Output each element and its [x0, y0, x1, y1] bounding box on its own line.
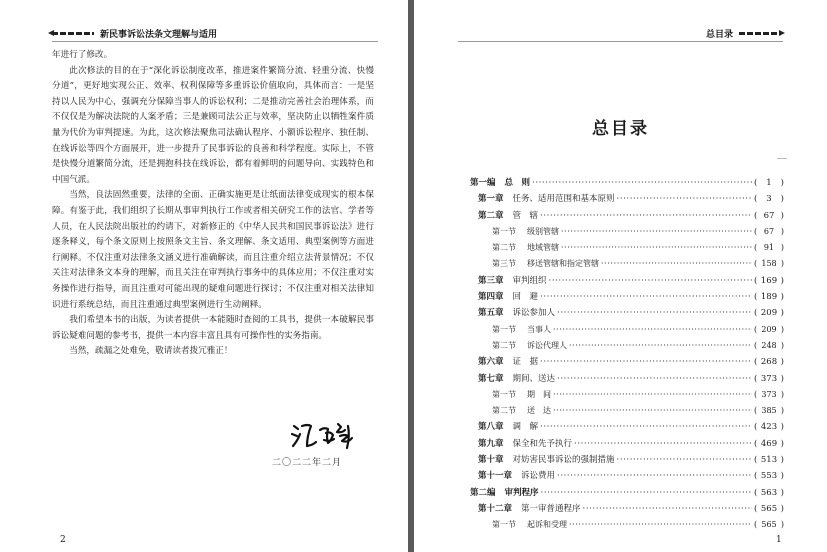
toc-chapter-entry	[470, 354, 784, 370]
toc-section-entry	[470, 322, 784, 338]
toc-page-number: 565	[761, 520, 777, 530]
toc-entry-title: 管 辖	[512, 210, 539, 221]
toc-page-number: 169	[760, 275, 778, 286]
paren-close: )	[780, 487, 784, 498]
paren-close: )	[780, 194, 784, 205]
toc-chapter-entry	[470, 191, 784, 207]
toc-entry-title: 回 避	[512, 292, 539, 303]
right-page	[414, 0, 827, 552]
preface-paragraph: 当然，良法固然重要，法律的全面、正确实施更是让纸面法律变成现实的根本保障。有鉴于此，我们组织了长期从事审判执行工作或者相关研究工作的法官、学者等人员，在人民法院出版社的约请下，对新修正的《中华人民共和国民事诉讼法》进行逐条释义，每个条文原则上按照条文主旨、条文理解、条文适用、典型案例等方面进行阐释。不仅注重对法律条文涵义进行准确解读，而且注重介绍立法背景情况；不仅关注对法律条文本身的理解，而且关注在审判执行事务中的具体应用；不仅注重对实务操作进行指导，而且注重对可能出现的疑难问题进行探讨；不仅注重对相关法律知识进行系统总结，而且注重通过典型案例进行生动阐释。	[52, 190, 374, 310]
toc-entry-label: 第四章	[478, 292, 504, 303]
toc-entry-page	[754, 354, 784, 370]
toc-dot-leader	[601, 256, 752, 272]
paren-open: (	[754, 308, 758, 319]
toc-dot-leader	[553, 403, 752, 419]
toc-dot-leader	[557, 371, 752, 387]
toc-chapter-entry	[470, 436, 784, 452]
toc-dot-leader	[561, 224, 752, 240]
toc-chapter-entry	[470, 371, 784, 387]
paren-open: (	[754, 455, 758, 466]
toc-entry-label: 第七章	[478, 373, 504, 384]
toc-entry-label: 第二章	[478, 210, 504, 221]
toc-entry-label: 第一节	[492, 324, 516, 334]
toc-entry-title: 保全和先予执行	[512, 438, 573, 449]
toc-entry-page	[754, 289, 784, 305]
toc-entry-page	[754, 371, 784, 387]
toc-page-number: 513	[760, 455, 778, 466]
right-page-number: 1	[776, 535, 782, 545]
toc-dot-leader	[557, 468, 752, 484]
header-arrow-right-icon	[739, 30, 781, 37]
toc-page-number: 469	[760, 438, 778, 449]
toc-entry-page	[754, 322, 784, 338]
toc-chapter-entry	[470, 273, 784, 289]
toc-entry-title: 审判组织	[512, 275, 547, 286]
paren-open: (	[754, 259, 758, 269]
paren-close: )	[780, 520, 784, 530]
preface-paragraph: 我们希望本书的出版，为读者提供一本能随时查阅的工具书，提供一本破解民事诉讼疑难问题的参考书，提供一本内容丰富且具有可操作性的实务指南。	[52, 315, 374, 341]
toc-dot-leader	[532, 175, 752, 191]
toc-part-entry	[470, 175, 784, 191]
toc-entry-title: 诉讼参加人	[512, 308, 556, 319]
paren-open: (	[754, 194, 758, 205]
toc-entry-page	[754, 501, 784, 517]
paren-open: (	[754, 357, 758, 368]
toc-page-number: 3	[766, 194, 772, 205]
toc-page-number: 189	[760, 292, 778, 303]
left-header-title: 新民事诉讼法条文理解与适用	[100, 29, 218, 40]
toc-dot-leader	[553, 387, 752, 403]
paren-close: )	[780, 340, 784, 350]
toc-entry-title: 任务、适用范围和基本原则	[512, 194, 615, 205]
left-page	[0, 0, 408, 552]
toc-entry-label: 第一节	[492, 226, 516, 236]
toc-entry-title: 诉讼代理人	[527, 340, 567, 350]
toc-section-entry	[470, 517, 784, 533]
toc-entry-page	[754, 485, 784, 501]
toc-page-number: 209	[761, 324, 777, 334]
toc-page-number: 385	[761, 406, 777, 416]
paren-close: )	[780, 243, 784, 253]
paren-close: )	[780, 389, 784, 399]
preface-paragraph: 年进行了修改。	[52, 50, 113, 60]
toc-page-number: 268	[760, 357, 778, 368]
toc-entry-title: 调 解	[512, 422, 539, 433]
toc-section-entry	[470, 256, 784, 272]
toc-dot-leader	[540, 289, 752, 305]
toc-dot-leader	[540, 419, 752, 435]
paren-open: (	[754, 406, 758, 416]
paren-open: (	[754, 373, 758, 384]
preface-paragraph: 此次修法的目的在于“深化诉讼制度改革，推进案件繁简分流、轻重分流、快慢分道”，更好地实现公正、效率、权利保障等多重诉讼价值取向，具体而言：一是坚持以人民为中心，强调充分保障当事人的诉讼权利；二是推动完善社会治理体系，而不仅仅是为解决法院的人案矛盾；三是兼顾司法公正与效率，坚决防止以牺牲案件质量为代价为审判提速。为此，这次修法聚焦司法确认程序、小额诉讼程序、独任制、在线诉讼等四个方面展开，进一步提升了民事诉讼的良善和科学程度。实际上，不管是快慢分道繁简分流，还是拥抱科技在线诉讼，都有着鲜明的问题导向、实践特色和中国气派。	[52, 65, 374, 185]
toc-section-entry	[470, 387, 784, 403]
toc-entry-page	[754, 256, 784, 272]
toc-chapter-entry	[470, 208, 784, 224]
toc-ornament-rule	[777, 158, 787, 159]
toc-dot-leader	[541, 485, 752, 501]
left-page-number: 2	[60, 535, 66, 545]
toc-dot-leader	[617, 191, 752, 207]
toc-section-entry	[470, 403, 784, 419]
paren-close: )	[780, 275, 784, 286]
toc-entry-label: 第二节	[492, 243, 516, 253]
paren-close: )	[780, 455, 784, 466]
toc-entry-title: 第一审普通程序	[521, 503, 581, 514]
left-running-header	[52, 26, 223, 40]
toc-chapter-entry	[470, 452, 784, 468]
toc-dot-leader	[561, 240, 752, 256]
paren-open: (	[754, 389, 758, 399]
toc-entry-page	[754, 273, 784, 289]
toc-part-entry	[470, 485, 784, 501]
signature-date: 二〇二二年二月	[272, 458, 343, 468]
paren-open: (	[754, 438, 758, 449]
paren-close: )	[780, 226, 784, 236]
toc-dot-leader	[549, 273, 752, 289]
paren-close: )	[780, 373, 784, 384]
toc-chapter-entry	[470, 501, 784, 517]
paren-open: (	[754, 340, 758, 350]
toc-entry-title: 诉讼费用	[521, 471, 556, 482]
toc-section-entry	[470, 338, 784, 354]
toc-section-entry	[470, 240, 784, 256]
paren-open: (	[754, 487, 758, 498]
toc-page-number: 67	[763, 210, 775, 221]
paren-open: (	[754, 226, 758, 236]
toc-entry-label: 第二编	[470, 487, 496, 498]
preface-paragraph: 当然，疏漏之处难免，敬请读者拨冗雅正！	[69, 346, 233, 357]
toc-entry-page	[754, 468, 784, 484]
paren-open: (	[754, 503, 758, 514]
toc-dot-leader	[569, 338, 752, 354]
toc-entry-title: 地域管辖	[527, 243, 559, 253]
toc-dot-leader	[540, 354, 752, 370]
paren-open: (	[754, 210, 758, 221]
toc-page-number: 373	[761, 389, 777, 399]
toc-entry-label: 第十一章	[478, 471, 513, 482]
paren-close: )	[780, 324, 784, 334]
paren-open: (	[754, 178, 758, 188]
paren-close: )	[780, 503, 784, 514]
toc-chapter-entry	[470, 468, 784, 484]
toc-entry-page	[754, 419, 784, 435]
toc-entry-title: 移送管辖和指定管辖	[527, 259, 599, 269]
right-header-title: 总目录	[705, 29, 733, 40]
toc-chapter-entry	[470, 289, 784, 305]
toc-entry-label: 第三节	[492, 259, 516, 269]
toc-entry-label: 第二节	[492, 406, 516, 416]
toc-entry-page	[754, 191, 784, 207]
paren-close: )	[780, 422, 784, 433]
toc-entry-label: 第一章	[478, 194, 504, 205]
paren-close: )	[780, 357, 784, 368]
paren-close: )	[780, 308, 784, 319]
toc-entry-label: 第二节	[492, 340, 516, 350]
toc-entry-label: 第一编	[470, 178, 496, 188]
paren-open: (	[754, 471, 758, 482]
toc-entry-title: 对妨害民事诉讼的强制措施	[512, 455, 615, 466]
header-arrow-left-icon	[52, 30, 94, 37]
toc-page-number: 565	[760, 503, 778, 514]
paren-open: (	[754, 422, 758, 433]
toc-dot-leader	[574, 436, 752, 452]
handwritten-signature	[288, 418, 358, 452]
toc-dot-leader	[557, 305, 752, 321]
toc-entry-label: 第一节	[492, 389, 516, 399]
toc-entry-page	[754, 338, 784, 354]
toc-page-number: 248	[761, 340, 777, 350]
toc-page-number: 158	[761, 259, 777, 269]
toc-entry-page	[754, 208, 784, 224]
toc-entry-page	[754, 224, 784, 240]
paren-close: )	[780, 259, 784, 269]
toc-entry-page	[754, 305, 784, 321]
toc-entry-page	[754, 452, 784, 468]
toc-entry-title: 当事人	[527, 324, 551, 334]
paren-close: )	[780, 178, 784, 188]
toc-page-number: 423	[760, 422, 778, 433]
toc-title: 总目录	[592, 119, 649, 139]
paren-open: (	[754, 520, 758, 530]
toc-entry-page	[754, 403, 784, 419]
toc-entry-label: 第五章	[478, 308, 504, 319]
paren-close: )	[780, 438, 784, 449]
toc-entry-title: 起诉和受理	[527, 520, 567, 530]
toc-dot-leader	[583, 501, 752, 517]
toc-entry-page	[754, 240, 784, 256]
toc-entry-label: 第一节	[492, 520, 516, 530]
paren-close: )	[780, 292, 784, 303]
left-header-rule	[52, 41, 378, 42]
paren-open: (	[754, 243, 758, 253]
toc-entry-label: 第九章	[478, 438, 504, 449]
toc-entry-title: 期 间	[527, 389, 551, 399]
toc-entry-title: 总 则	[504, 178, 531, 188]
toc-dot-leader	[617, 452, 752, 468]
paren-open: (	[754, 275, 758, 286]
toc-page-number: 563	[760, 487, 778, 498]
toc-entry-title: 证 据	[512, 357, 539, 368]
toc-page-number: 373	[760, 373, 778, 384]
toc-page-number: 91	[763, 243, 775, 253]
toc-entry-label: 第十章	[478, 455, 504, 466]
paren-close: )	[780, 471, 784, 482]
toc-entry-page	[754, 387, 784, 403]
toc-entry-label: 第八章	[478, 422, 504, 433]
toc-entry-page	[754, 175, 784, 191]
toc-chapter-entry	[470, 305, 784, 321]
toc-entry-title: 审判程序	[504, 487, 539, 498]
table-of-contents	[470, 175, 784, 534]
preface-text	[52, 48, 374, 360]
paren-close: )	[780, 210, 784, 221]
paren-open: (	[754, 292, 758, 303]
toc-entry-title: 送 达	[527, 406, 551, 416]
toc-entry-label: 第六章	[478, 357, 504, 368]
paren-close: )	[780, 406, 784, 416]
toc-dot-leader	[540, 208, 752, 224]
toc-dot-leader	[553, 322, 752, 338]
toc-page-number: 67	[763, 226, 775, 236]
paren-open: (	[754, 324, 758, 334]
toc-chapter-entry	[470, 419, 784, 435]
toc-page-number: 553	[760, 471, 778, 482]
toc-entry-title: 期间、送达	[512, 373, 556, 384]
toc-entry-label: 第十二章	[478, 503, 513, 514]
toc-entry-page	[754, 517, 784, 533]
right-header-rule	[458, 41, 783, 42]
toc-page-number: 209	[760, 308, 778, 319]
toc-entry-label: 第三章	[478, 275, 504, 286]
toc-entry-title: 级别管辖	[527, 226, 559, 236]
toc-page-number: 1	[766, 178, 772, 188]
toc-section-entry	[470, 224, 784, 240]
toc-entry-page	[754, 436, 784, 452]
toc-dot-leader	[569, 517, 752, 533]
right-running-header	[700, 26, 781, 40]
